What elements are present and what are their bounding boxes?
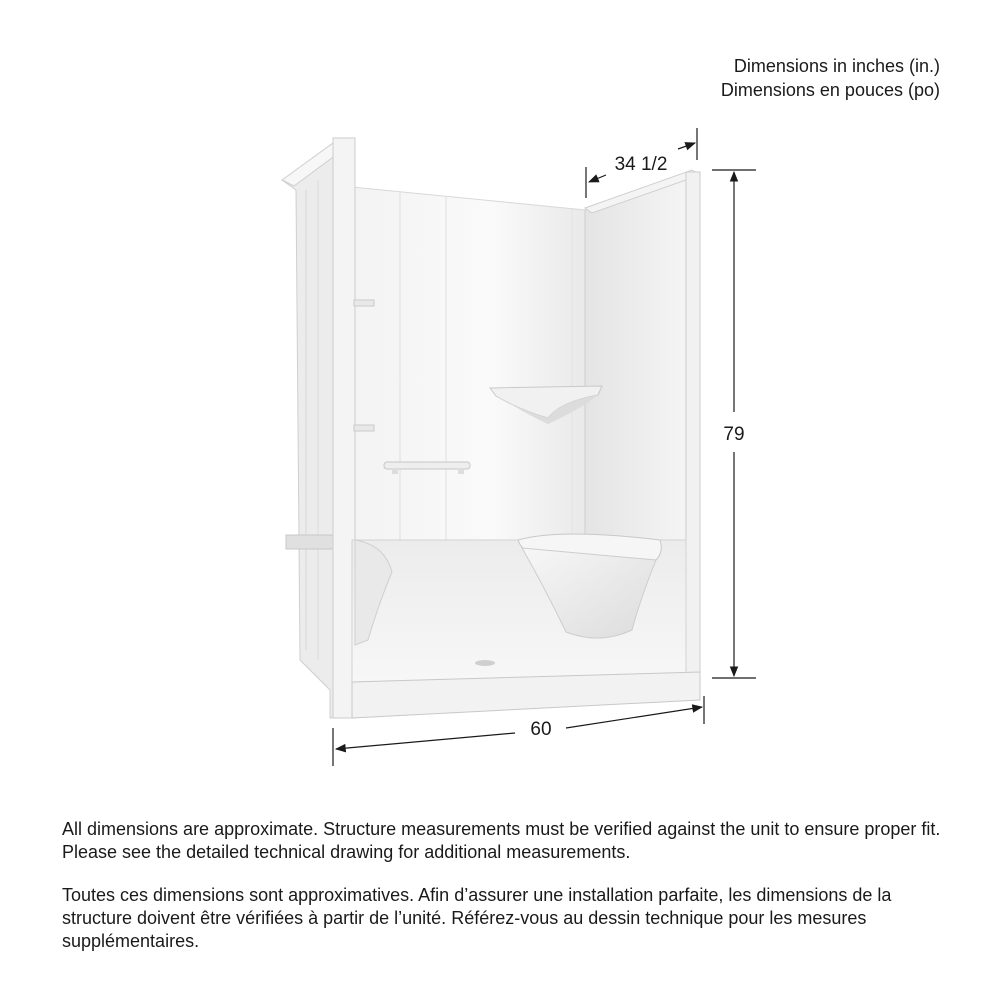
disclaimer-en: All dimensions are approximate. Structure measurements must be verified against the unit to ensure proper fit. Please see the detailed technical drawing for additional measurements. [62,819,941,862]
height-label: 79 [723,424,745,445]
side-shelf-upper [354,300,374,306]
disclaimer-notes [62,818,952,973]
depth-label: 34 1/2 [614,154,668,175]
back-wall [352,187,585,540]
left-ledge [286,535,334,549]
width-label: 60 [530,719,552,740]
side-shelf-lower [354,425,374,431]
units-label-fr: Dimensions en pouces (po) [720,80,940,100]
right-side-wall [585,172,695,540]
units-label-en: Dimensions in inches (in.) [733,56,940,76]
drain [475,660,495,666]
height-dimension [712,170,756,678]
right-front-edge [686,172,700,682]
disclaimer-fr: Toutes ces dimensions sont approximatives. Afin d’assurer une installation parfaite, les dimensions de la structure doivent être vérifiées à partir de l’unité. Référez-vous au dessin technique pour les mesures supplémentaires. [62,885,892,951]
